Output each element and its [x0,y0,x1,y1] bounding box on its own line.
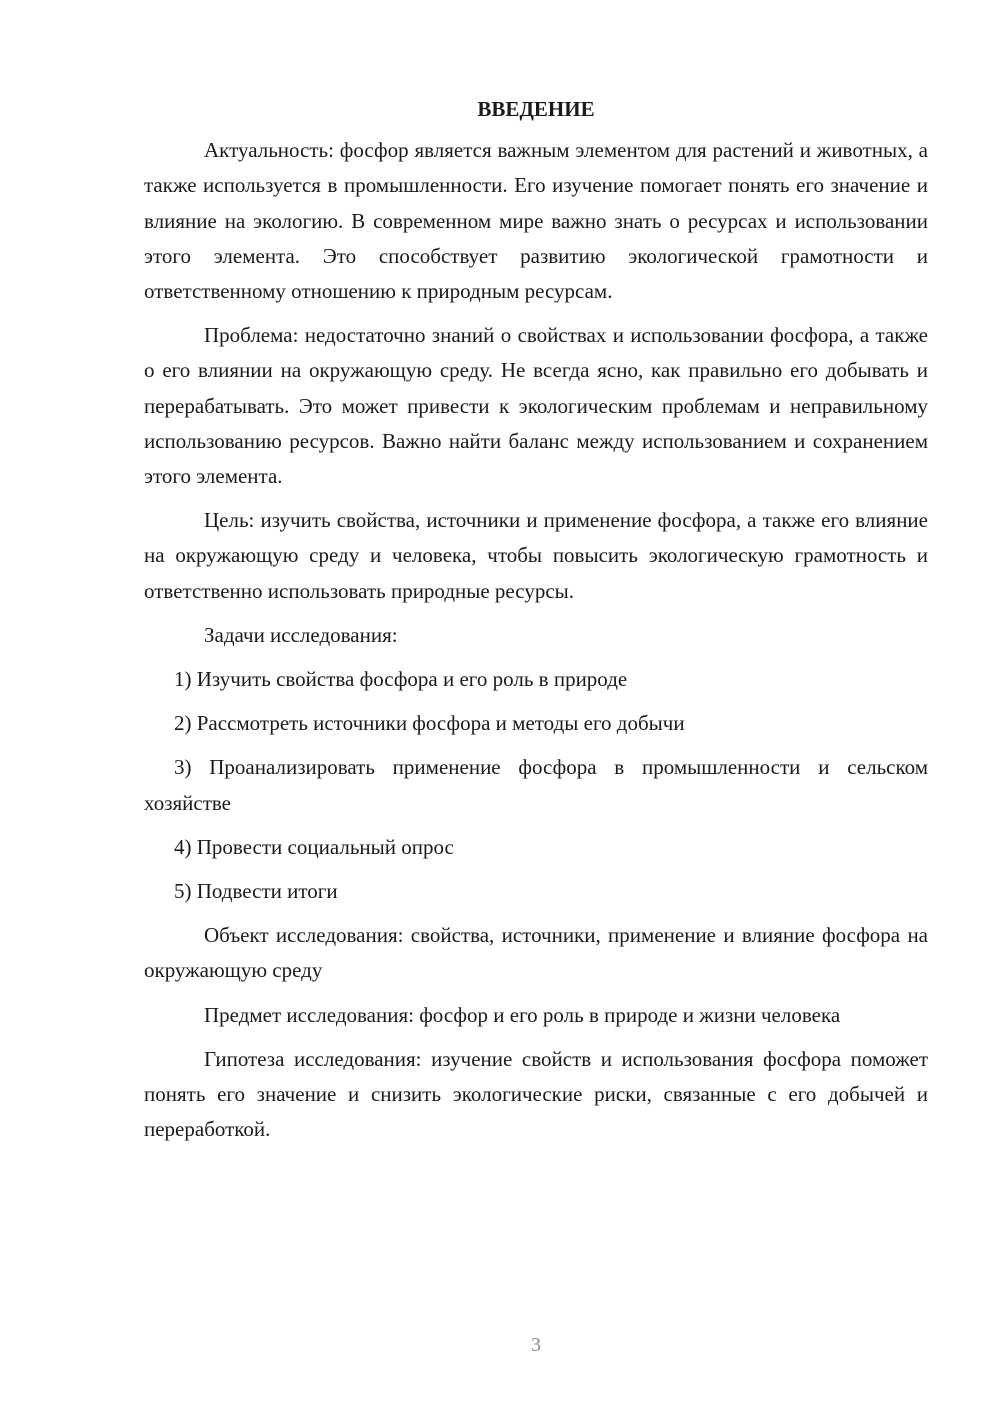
task-item: 1) Изучить свойства фосфора и его роль в природе [174,667,628,692]
task-item: 4) Провести социальный опрос [174,834,454,859]
goal-paragraph: Цель: изучить свойства, источники и применение фосфора, а также его влияние на окружающую среду и человека, чтобы повысить экологическую грамотность и ответственно использовать природные ресурсы. [144,508,928,603]
problem-paragraph: Проблема: недостаточно знаний о свойствах и использовании фосфора, а также о его влиянии на окружающую среду. Не всегда ясно, как правильно его добывать и перерабатывать. Это может привести к экологическим проблемам и неправильному использованию ресурсов. Важно найти баланс между использованием и сохранением этого элемента. [144,323,928,489]
section-title: ВВЕДЕНИЕ [477,97,595,121]
task-item: 5) Подвести итоги [174,879,338,904]
hypothesis-paragraph: Гипотеза исследования: изучение свойств и использования фосфора поможет понять его значение и снизить экологические риски, связанные с его добычей и переработкой. [144,1046,928,1142]
subject-paragraph: Предмет исследования: фосфор и его роль в природе и жизни человека [204,1002,841,1027]
object-paragraph: Объект исследования: свойства, источники, применение и влияние фосфора на окружающую среду [144,923,928,983]
relevance-paragraph: Актуальность: фосфор является важным элементом для растений и животных, а также используется в промышленности. Его изучение помогает понять его значение и влияние на экологию. В современном мире важно знать о ресурсах и использовании этого элемента. Это способствует развитию экологической грамотности и ответственному отношению к природным ресурсам. [144,138,928,304]
page-number: 3 [531,1334,541,1356]
document-page [144,92,928,1156]
task-item: 3) Проанализировать применение фосфора в промышленности и сельском хозяйстве [144,755,928,815]
task-item: 2) Рассмотреть источники фосфора и методы его добычи [174,711,685,736]
tasks-heading: Задачи исследования: [204,622,398,647]
